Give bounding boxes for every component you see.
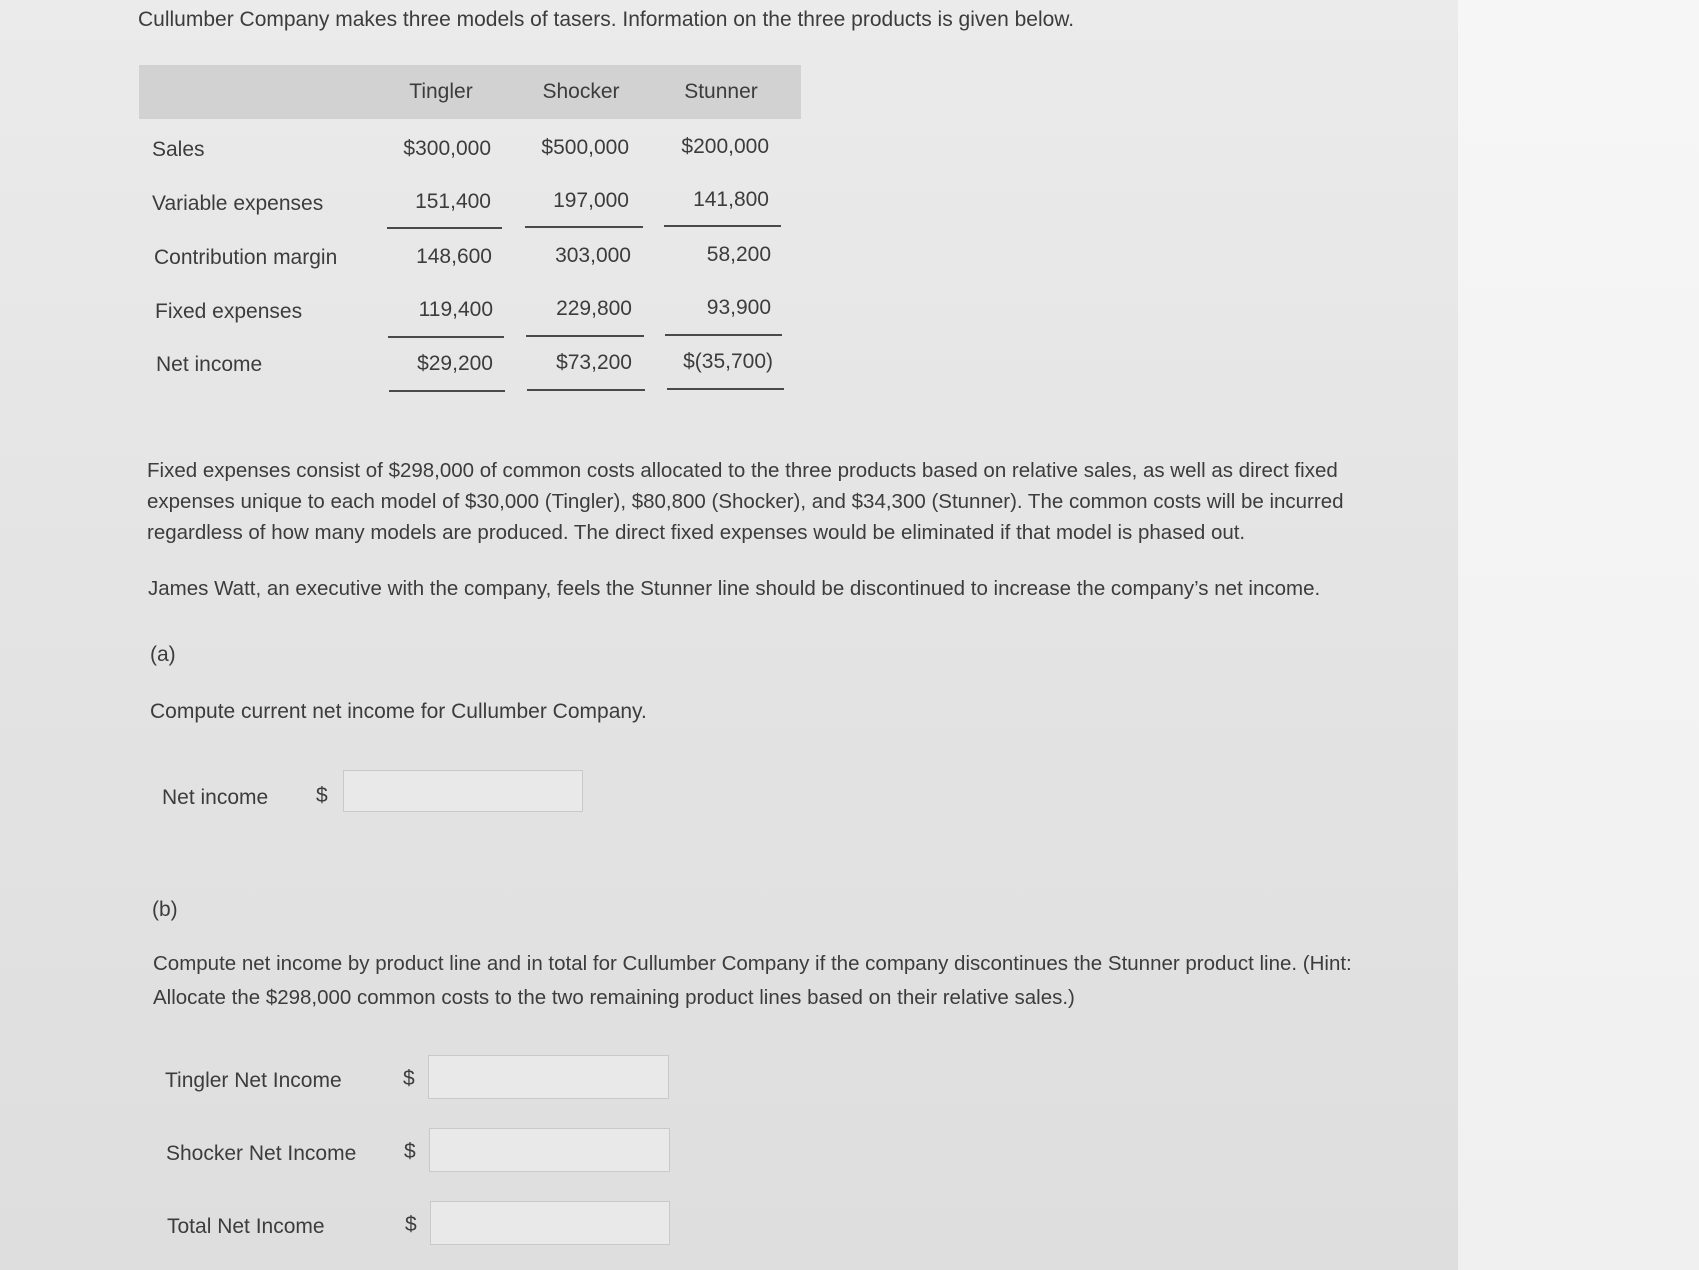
cell-net-income-tingler: $29,200: [417, 352, 493, 375]
shocker-net-income-label: Shocker Net Income: [166, 1142, 357, 1165]
cell-fixed-tingler: 119,400: [418, 298, 493, 321]
net-income-currency-sign: $: [316, 784, 328, 807]
cell-sales-tingler: $300,000: [403, 137, 491, 160]
net-income-field-label: Net income: [162, 786, 269, 809]
subtotal-underline-fixed-tingler: [388, 336, 504, 338]
net-income-input[interactable]: [343, 770, 583, 812]
total-underline-tingler: [389, 390, 505, 392]
intro-text: Cullumber Company makes three models of tasers. Information on the three products is given below.: [138, 8, 1075, 31]
row-label-sales: Sales: [152, 138, 205, 161]
james-watt-paragraph: James Watt, an executive with the company, feels the Stunner line should be discontinued to increase the company’s net income.: [148, 577, 1321, 600]
part-b-question: [153, 947, 1453, 1015]
column-header-tingler: Tingler: [409, 80, 473, 103]
part-b-question-line-2: Allocate the $298,000 common costs to the two remaining product lines based on their relative sales.): [153, 986, 1075, 1009]
cell-sales-stunner: $200,000: [681, 135, 769, 158]
total-underline-shocker: [527, 389, 645, 391]
right-background-strip: [1458, 0, 1699, 1270]
cell-contribution-stunner: 58,200: [706, 243, 771, 266]
cell-net-income-stunner: $(35,700): [683, 350, 773, 373]
row-label-contribution-margin: Contribution margin: [154, 246, 338, 269]
total-currency-sign: $: [405, 1213, 417, 1236]
cell-variable-tingler: 151,400: [415, 190, 491, 213]
paragraph-line-2: expenses unique to each model of $30,000 (Tingler), $80,800 (Shocker), and $34,300 (Stunner). The common costs will be incurred: [147, 490, 1344, 513]
paragraph-line-3: regardless of how many models are produced. The direct fixed expenses would be eliminated if that model is phased out.: [147, 521, 1246, 544]
total-net-income-input[interactable]: [430, 1201, 670, 1245]
fixed-expenses-paragraph: [147, 455, 1447, 548]
cell-fixed-shocker: 229,800: [556, 297, 632, 320]
column-header-stunner: Stunner: [684, 80, 758, 103]
tingler-net-income-input[interactable]: [428, 1055, 669, 1099]
part-b-question-line-1: Compute net income by product line and in total for Cullumber Company if the company discontinues the Stunner product line. (Hint:: [153, 952, 1352, 975]
row-label-variable-expenses: Variable expenses: [152, 192, 324, 215]
subtotal-underline-fixed-shocker: [526, 335, 644, 337]
row-label-fixed-expenses: Fixed expenses: [155, 300, 303, 323]
subtotal-underline-tingler: [387, 227, 502, 229]
part-b-label: (b): [152, 898, 178, 921]
cell-sales-shocker: $500,000: [541, 136, 629, 159]
row-label-net-income: Net income: [156, 353, 263, 376]
tingler-currency-sign: $: [403, 1067, 415, 1090]
cell-contribution-shocker: 303,000: [555, 244, 631, 267]
cell-net-income-shocker: $73,200: [556, 351, 632, 374]
shocker-currency-sign: $: [404, 1140, 416, 1163]
cell-contribution-tingler: 148,600: [416, 245, 492, 268]
shocker-net-income-input[interactable]: [429, 1128, 670, 1172]
part-a-question: Compute current net income for Cullumber Company.: [150, 700, 647, 723]
total-net-income-label: Total Net Income: [167, 1215, 325, 1238]
total-underline-stunner: [667, 388, 784, 390]
paragraph-line-1: Fixed expenses consist of $298,000 of common costs allocated to the three products based on relative sales, as well as direct fixed: [147, 459, 1338, 482]
subtotal-underline-shocker: [525, 226, 643, 228]
cell-variable-shocker: 197,000: [553, 189, 629, 212]
tingler-net-income-label: Tingler Net Income: [165, 1069, 342, 1092]
subtotal-underline-fixed-stunner: [665, 334, 782, 336]
subtotal-underline-stunner: [664, 225, 781, 227]
cell-variable-stunner: 141,800: [693, 188, 769, 211]
column-header-shocker: Shocker: [542, 80, 620, 103]
part-a-label: (a): [150, 643, 176, 666]
cell-fixed-stunner: 93,900: [706, 296, 771, 319]
